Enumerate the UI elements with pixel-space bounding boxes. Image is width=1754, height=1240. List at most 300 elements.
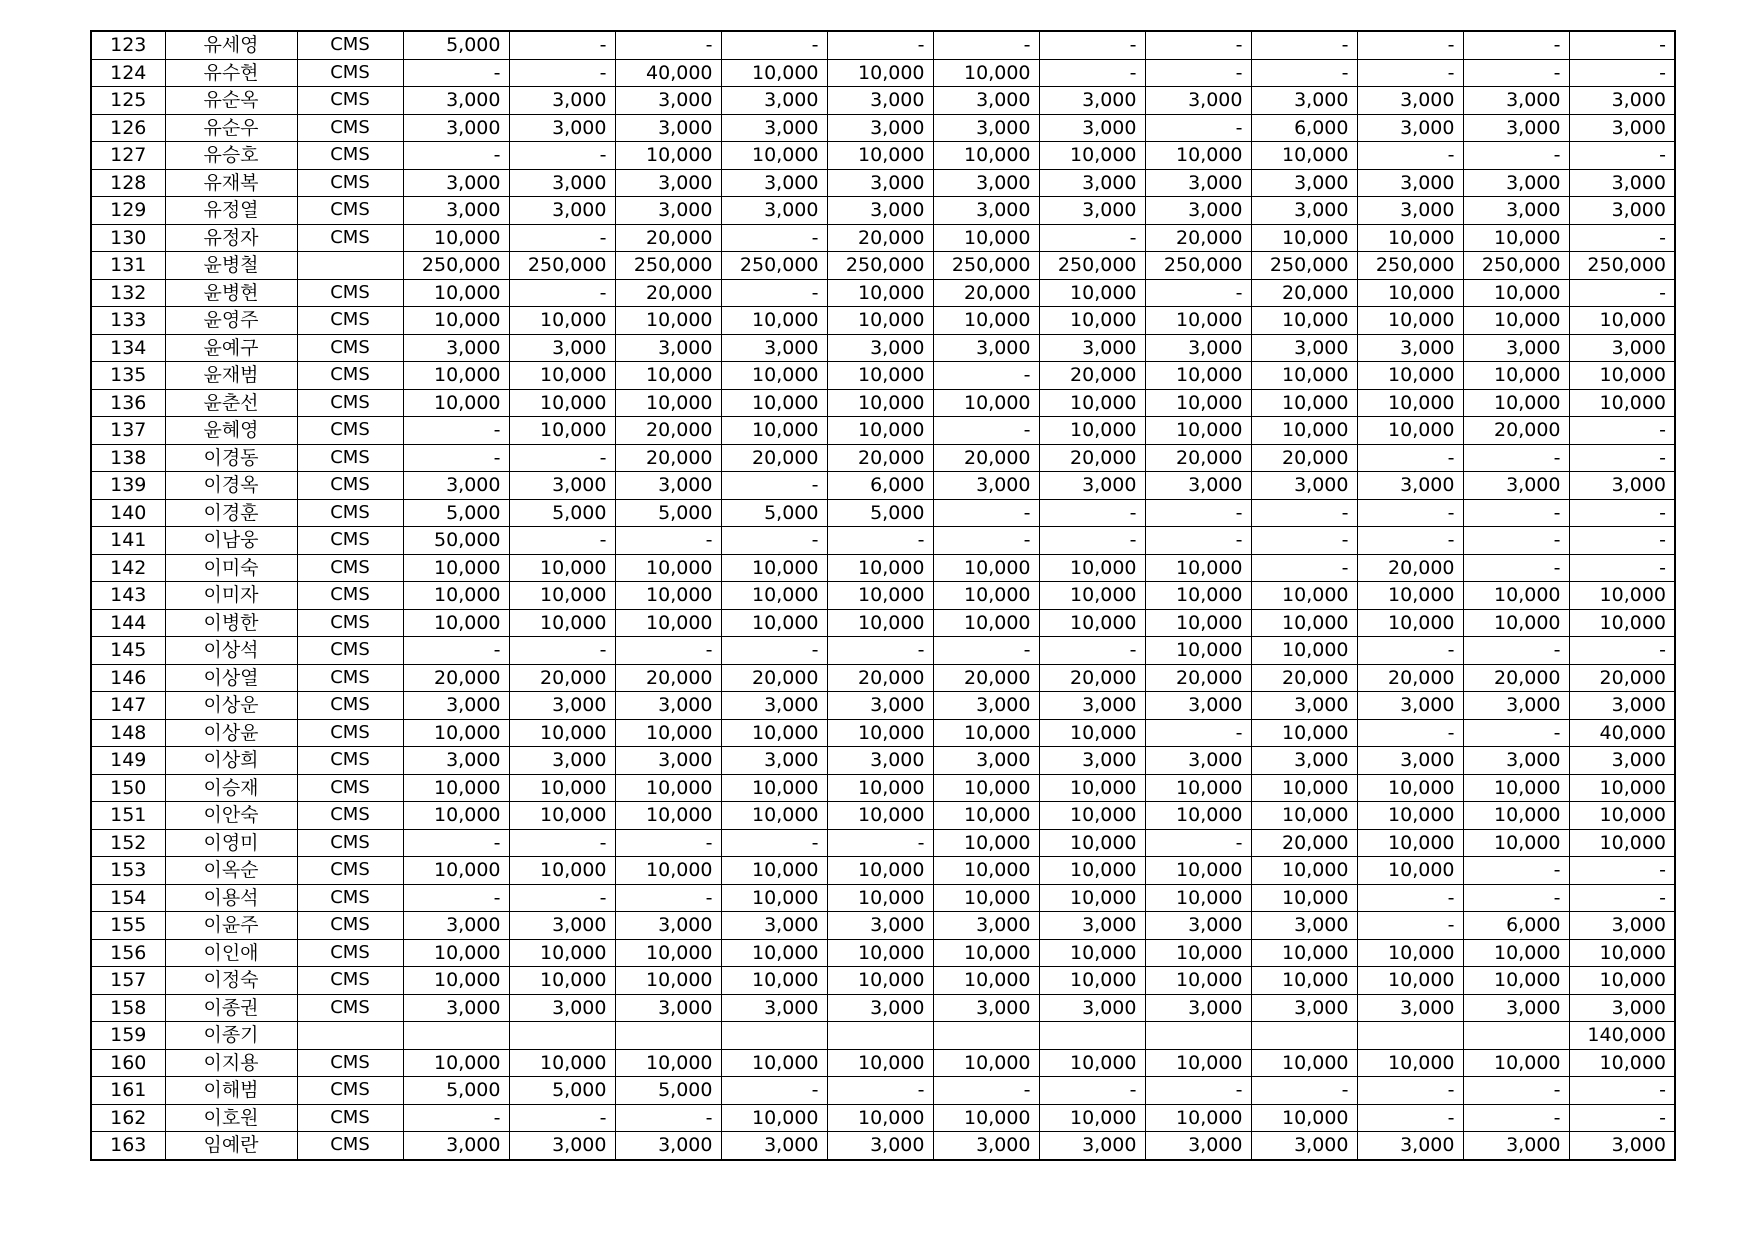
amount-cell: - <box>1357 912 1463 940</box>
amount-cell: 20,000 <box>1251 664 1357 692</box>
table-row <box>91 444 1675 472</box>
name-cell: 이해범 <box>165 1077 297 1105</box>
amount-cell: 3,000 <box>403 334 509 362</box>
amount-cell: 10,000 <box>1357 362 1463 390</box>
payment-method-cell: CMS <box>297 609 403 637</box>
amount-cell: - <box>721 1077 827 1105</box>
amount-cell: - <box>1357 1104 1463 1132</box>
amount-cell: 3,000 <box>827 197 933 225</box>
amount-cell: 250,000 <box>827 252 933 280</box>
payment-method-cell: CMS <box>297 719 403 747</box>
row-number-cell: 160 <box>91 1049 165 1077</box>
row-number-cell: 126 <box>91 114 165 142</box>
amount-cell: 3,000 <box>615 197 721 225</box>
amount-cell: 3,000 <box>509 169 615 197</box>
row-number-cell: 129 <box>91 197 165 225</box>
amount-cell: - <box>1569 444 1675 472</box>
amount-cell: 10,000 <box>1039 609 1145 637</box>
row-number-cell: 148 <box>91 719 165 747</box>
amount-cell: 10,000 <box>1145 582 1251 610</box>
amount-cell: 10,000 <box>933 142 1039 170</box>
amount-cell: 10,000 <box>615 967 721 995</box>
amount-cell: 3,000 <box>1357 87 1463 115</box>
amount-cell: 3,000 <box>615 472 721 500</box>
amount-cell: - <box>1569 527 1675 555</box>
amount-cell: 10,000 <box>615 362 721 390</box>
amount-cell: 6,000 <box>1251 114 1357 142</box>
amount-cell: 10,000 <box>1357 307 1463 335</box>
payment-method-cell: CMS <box>297 692 403 720</box>
amount-cell: 3,000 <box>721 692 827 720</box>
amount-cell: 10,000 <box>509 307 615 335</box>
name-cell: 이종기 <box>165 1022 297 1050</box>
row-number-cell: 145 <box>91 637 165 665</box>
table-row <box>91 664 1675 692</box>
amount-cell: 10,000 <box>509 582 615 610</box>
amount-cell: 3,000 <box>615 994 721 1022</box>
amount-cell: - <box>403 59 509 87</box>
amount-cell: - <box>1569 224 1675 252</box>
row-number-cell: 134 <box>91 334 165 362</box>
amount-cell: 3,000 <box>1039 912 1145 940</box>
amount-cell: 3,000 <box>509 747 615 775</box>
name-cell: 윤병철 <box>165 252 297 280</box>
amount-cell: 10,000 <box>721 362 827 390</box>
amount-cell: 3,000 <box>1569 87 1675 115</box>
amount-cell: - <box>721 279 827 307</box>
amount-cell: 3,000 <box>615 87 721 115</box>
amount-cell: 10,000 <box>403 939 509 967</box>
amount-cell: 20,000 <box>1145 664 1251 692</box>
amount-cell: 10,000 <box>721 582 827 610</box>
amount-cell: 10,000 <box>1251 307 1357 335</box>
row-number-cell: 150 <box>91 774 165 802</box>
amount-cell: 10,000 <box>1463 582 1569 610</box>
amount-cell: 3,000 <box>1145 994 1251 1022</box>
amount-cell: 10,000 <box>827 307 933 335</box>
name-cell: 유정열 <box>165 197 297 225</box>
amount-cell: 3,000 <box>1357 994 1463 1022</box>
amount-cell: 20,000 <box>1569 664 1675 692</box>
row-number-cell: 127 <box>91 142 165 170</box>
amount-cell: 3,000 <box>403 472 509 500</box>
amount-cell: 3,000 <box>1145 692 1251 720</box>
amount-cell: 3,000 <box>509 197 615 225</box>
amount-cell: 10,000 <box>1251 389 1357 417</box>
amount-cell: 10,000 <box>403 362 509 390</box>
amount-cell: 10,000 <box>827 609 933 637</box>
amount-cell: - <box>509 31 615 59</box>
amount-cell: - <box>1251 59 1357 87</box>
table-row <box>91 1132 1675 1160</box>
amount-cell: 10,000 <box>1039 1104 1145 1132</box>
row-number-cell: 124 <box>91 59 165 87</box>
amount-cell: 3,000 <box>403 87 509 115</box>
name-cell: 이옥순 <box>165 857 297 885</box>
table-row <box>91 472 1675 500</box>
amount-cell: 3,000 <box>1039 169 1145 197</box>
amount-cell: - <box>1357 884 1463 912</box>
name-cell: 임예란 <box>165 1132 297 1160</box>
amount-cell: 3,000 <box>933 472 1039 500</box>
amount-cell: 10,000 <box>1251 857 1357 885</box>
amount-cell: 20,000 <box>933 279 1039 307</box>
amount-cell: - <box>403 884 509 912</box>
amount-cell: 10,000 <box>1145 884 1251 912</box>
name-cell: 이경옥 <box>165 472 297 500</box>
payment-method-cell: CMS <box>297 499 403 527</box>
amount-cell: 3,000 <box>1463 87 1569 115</box>
amount-cell: 10,000 <box>1039 884 1145 912</box>
amount-cell: - <box>1039 499 1145 527</box>
amount-cell: 3,000 <box>509 994 615 1022</box>
amount-cell: - <box>1145 719 1251 747</box>
table-row <box>91 417 1675 445</box>
amount-cell: 10,000 <box>721 967 827 995</box>
amount-cell: - <box>1463 857 1569 885</box>
amount-cell: 10,000 <box>1251 142 1357 170</box>
amount-cell: 10,000 <box>1039 279 1145 307</box>
amount-cell: 5,000 <box>509 1077 615 1105</box>
amount-cell: 3,000 <box>1357 169 1463 197</box>
amount-cell: 10,000 <box>1251 802 1357 830</box>
amount-cell: - <box>1357 142 1463 170</box>
amount-cell <box>1357 1022 1463 1050</box>
name-cell: 이병한 <box>165 609 297 637</box>
amount-cell: - <box>933 637 1039 665</box>
amount-cell: 10,000 <box>933 59 1039 87</box>
amount-cell: 10,000 <box>509 417 615 445</box>
amount-cell: - <box>509 829 615 857</box>
name-cell: 유순우 <box>165 114 297 142</box>
amount-cell: - <box>1357 444 1463 472</box>
amount-cell: 20,000 <box>1357 664 1463 692</box>
amount-cell: 5,000 <box>403 1077 509 1105</box>
amount-cell: 20,000 <box>827 224 933 252</box>
amount-cell: - <box>1039 224 1145 252</box>
amount-cell: 10,000 <box>1145 389 1251 417</box>
table-row <box>91 31 1675 59</box>
amount-cell: 10,000 <box>933 857 1039 885</box>
amount-cell: 10,000 <box>827 362 933 390</box>
table-body <box>91 31 1675 1160</box>
amount-cell: 10,000 <box>1251 582 1357 610</box>
amount-cell: 10,000 <box>1039 389 1145 417</box>
amount-cell: 10,000 <box>1251 939 1357 967</box>
amount-cell: 10,000 <box>1569 802 1675 830</box>
table-row <box>91 59 1675 87</box>
amount-cell: 3,000 <box>403 994 509 1022</box>
row-number-cell: 141 <box>91 527 165 555</box>
amount-cell: - <box>403 829 509 857</box>
amount-cell: 3,000 <box>1357 114 1463 142</box>
name-cell: 유정자 <box>165 224 297 252</box>
amount-cell: - <box>1569 554 1675 582</box>
amount-cell: 3,000 <box>1357 197 1463 225</box>
amount-cell: 3,000 <box>1569 692 1675 720</box>
name-cell: 이용석 <box>165 884 297 912</box>
payment-method-cell: CMS <box>297 884 403 912</box>
amount-cell: - <box>509 637 615 665</box>
amount-cell: 10,000 <box>1569 967 1675 995</box>
payment-method-cell: CMS <box>297 664 403 692</box>
amount-cell: 20,000 <box>615 279 721 307</box>
amount-cell: - <box>509 59 615 87</box>
amount-cell: 3,000 <box>509 472 615 500</box>
amount-cell: 250,000 <box>1145 252 1251 280</box>
amount-cell: 3,000 <box>1357 1132 1463 1160</box>
amount-cell: 3,000 <box>1463 994 1569 1022</box>
amount-cell: 10,000 <box>1145 1104 1251 1132</box>
amount-cell: - <box>615 884 721 912</box>
table-row <box>91 527 1675 555</box>
amount-cell: 3,000 <box>1251 747 1357 775</box>
amount-cell: 10,000 <box>1145 939 1251 967</box>
amount-cell: 20,000 <box>721 664 827 692</box>
amount-cell: 3,000 <box>1251 994 1357 1022</box>
row-number-cell: 135 <box>91 362 165 390</box>
amount-cell: 10,000 <box>615 939 721 967</box>
amount-cell: - <box>827 829 933 857</box>
amount-cell: 3,000 <box>615 114 721 142</box>
amount-cell: 10,000 <box>1357 279 1463 307</box>
name-cell: 이상석 <box>165 637 297 665</box>
amount-cell: 250,000 <box>1463 252 1569 280</box>
amount-cell: 10,000 <box>509 554 615 582</box>
amount-cell: 3,000 <box>615 912 721 940</box>
amount-cell <box>1145 1022 1251 1050</box>
amount-cell: 10,000 <box>615 389 721 417</box>
row-number-cell: 162 <box>91 1104 165 1132</box>
amount-cell: 3,000 <box>1463 334 1569 362</box>
amount-cell: 20,000 <box>1357 554 1463 582</box>
amount-cell: 10,000 <box>1145 609 1251 637</box>
amount-cell: - <box>1463 719 1569 747</box>
table-row <box>91 87 1675 115</box>
payment-method-cell: CMS <box>297 582 403 610</box>
payment-method-cell: CMS <box>297 857 403 885</box>
amount-cell: 10,000 <box>721 307 827 335</box>
amount-cell: 20,000 <box>1145 224 1251 252</box>
amount-cell: 3,000 <box>933 169 1039 197</box>
amount-cell: 10,000 <box>721 857 827 885</box>
amount-cell: 3,000 <box>827 994 933 1022</box>
amount-cell: 20,000 <box>933 664 1039 692</box>
amount-cell: 10,000 <box>1039 417 1145 445</box>
amount-cell: 3,000 <box>1145 472 1251 500</box>
amount-cell: - <box>933 499 1039 527</box>
amount-cell: 3,000 <box>1145 169 1251 197</box>
amount-cell: 3,000 <box>1569 197 1675 225</box>
amount-cell: 10,000 <box>1039 582 1145 610</box>
amount-cell: 10,000 <box>615 609 721 637</box>
amount-cell: 10,000 <box>1039 939 1145 967</box>
amount-cell: 3,000 <box>1357 334 1463 362</box>
amount-cell: 3,000 <box>615 1132 721 1160</box>
amount-cell: - <box>1463 527 1569 555</box>
amount-cell: 3,000 <box>721 747 827 775</box>
amount-cell: 10,000 <box>1251 1104 1357 1132</box>
amount-cell: 3,000 <box>509 912 615 940</box>
amount-cell: 10,000 <box>827 582 933 610</box>
amount-cell: 3,000 <box>1569 472 1675 500</box>
amount-cell: 3,000 <box>1145 912 1251 940</box>
amount-cell: 3,000 <box>615 169 721 197</box>
amount-cell: - <box>827 31 933 59</box>
amount-cell: 10,000 <box>933 582 1039 610</box>
amount-cell: - <box>827 637 933 665</box>
amount-cell: - <box>933 31 1039 59</box>
amount-cell: - <box>1463 884 1569 912</box>
amount-cell: - <box>1463 1104 1569 1132</box>
payment-method-cell: CMS <box>297 747 403 775</box>
amount-cell: 10,000 <box>721 884 827 912</box>
table-row <box>91 719 1675 747</box>
table-row <box>91 334 1675 362</box>
name-cell: 유세영 <box>165 31 297 59</box>
row-number-cell: 137 <box>91 417 165 445</box>
amount-cell: 10,000 <box>1039 857 1145 885</box>
amount-cell: 3,000 <box>403 1132 509 1160</box>
amount-cell: 3,000 <box>1039 472 1145 500</box>
amount-cell: 10,000 <box>403 967 509 995</box>
name-cell: 이승재 <box>165 774 297 802</box>
row-number-cell: 155 <box>91 912 165 940</box>
amount-cell: 3,000 <box>1569 114 1675 142</box>
table-row <box>91 994 1675 1022</box>
amount-cell: 10,000 <box>1251 417 1357 445</box>
amount-cell: 3,000 <box>933 747 1039 775</box>
amount-cell: - <box>403 444 509 472</box>
amount-cell: 250,000 <box>509 252 615 280</box>
name-cell: 이정숙 <box>165 967 297 995</box>
amount-cell: - <box>1357 719 1463 747</box>
amount-cell: 10,000 <box>615 774 721 802</box>
amount-cell: 3,000 <box>1251 334 1357 362</box>
amount-cell: 10,000 <box>933 1104 1039 1132</box>
name-cell: 이남웅 <box>165 527 297 555</box>
row-number-cell: 138 <box>91 444 165 472</box>
table-row <box>91 829 1675 857</box>
amount-cell: 20,000 <box>1251 829 1357 857</box>
amount-cell: 10,000 <box>721 802 827 830</box>
amount-cell: 250,000 <box>1357 252 1463 280</box>
amount-cell: 20,000 <box>1463 417 1569 445</box>
name-cell: 이인애 <box>165 939 297 967</box>
amount-cell: - <box>509 142 615 170</box>
table-row <box>91 939 1675 967</box>
amount-cell: 10,000 <box>827 939 933 967</box>
amount-cell: 10,000 <box>933 389 1039 417</box>
amount-cell: 10,000 <box>721 939 827 967</box>
amount-cell: 10,000 <box>721 774 827 802</box>
amount-cell: - <box>721 637 827 665</box>
amount-cell: 20,000 <box>1145 444 1251 472</box>
amount-cell: - <box>509 279 615 307</box>
row-number-cell: 130 <box>91 224 165 252</box>
amount-cell: 10,000 <box>615 719 721 747</box>
table-row <box>91 637 1675 665</box>
amount-cell: 10,000 <box>1039 554 1145 582</box>
amount-cell: 10,000 <box>1145 362 1251 390</box>
amount-cell: 3,000 <box>721 169 827 197</box>
amount-cell: 10,000 <box>933 774 1039 802</box>
amount-cell: 10,000 <box>1463 774 1569 802</box>
amount-cell: 10,000 <box>509 389 615 417</box>
amount-cell: - <box>1145 279 1251 307</box>
amount-cell: 10,000 <box>403 802 509 830</box>
amount-cell: 3,000 <box>1039 692 1145 720</box>
amount-cell: 10,000 <box>1463 967 1569 995</box>
amount-cell: 3,000 <box>1569 169 1675 197</box>
name-cell: 이경훈 <box>165 499 297 527</box>
amount-cell: 10,000 <box>403 1049 509 1077</box>
amount-cell: - <box>1463 142 1569 170</box>
amount-cell: 10,000 <box>403 279 509 307</box>
amount-cell: 10,000 <box>1251 609 1357 637</box>
amount-cell: 20,000 <box>615 417 721 445</box>
amount-cell: 3,000 <box>721 1132 827 1160</box>
amount-cell: 140,000 <box>1569 1022 1675 1050</box>
payment-method-cell: CMS <box>297 444 403 472</box>
amount-cell: 10,000 <box>1251 224 1357 252</box>
amount-cell: 3,000 <box>933 87 1039 115</box>
amount-cell: 10,000 <box>403 719 509 747</box>
amount-cell: 10,000 <box>933 802 1039 830</box>
amount-cell: 10,000 <box>721 389 827 417</box>
amount-cell: 10,000 <box>827 774 933 802</box>
amount-cell: 10,000 <box>509 1049 615 1077</box>
amount-cell: 10,000 <box>1357 829 1463 857</box>
amount-cell: 3,000 <box>1251 197 1357 225</box>
amount-cell: 3,000 <box>509 1132 615 1160</box>
amount-cell: 3,000 <box>403 912 509 940</box>
table-row <box>91 1077 1675 1105</box>
amount-cell: 10,000 <box>1145 554 1251 582</box>
table-row <box>91 114 1675 142</box>
amount-cell: - <box>615 637 721 665</box>
amount-cell: - <box>1569 59 1675 87</box>
amount-cell: 10,000 <box>1463 1049 1569 1077</box>
amount-cell: - <box>1463 499 1569 527</box>
table-row <box>91 582 1675 610</box>
donation-table <box>90 30 1676 1161</box>
amount-cell: 3,000 <box>827 912 933 940</box>
payment-method-cell: CMS <box>297 279 403 307</box>
amount-cell: - <box>1357 527 1463 555</box>
name-cell: 이지용 <box>165 1049 297 1077</box>
amount-cell: - <box>1357 59 1463 87</box>
amount-cell: 20,000 <box>615 444 721 472</box>
amount-cell: 6,000 <box>827 472 933 500</box>
amount-cell: 3,000 <box>1569 912 1675 940</box>
amount-cell: 40,000 <box>615 59 721 87</box>
amount-cell: 3,000 <box>1039 1132 1145 1160</box>
row-number-cell: 153 <box>91 857 165 885</box>
amount-cell: 10,000 <box>827 554 933 582</box>
amount-cell: 10,000 <box>1463 279 1569 307</box>
name-cell: 유순옥 <box>165 87 297 115</box>
amount-cell: - <box>1039 527 1145 555</box>
amount-cell: 10,000 <box>1569 307 1675 335</box>
table-row <box>91 307 1675 335</box>
name-cell: 윤춘선 <box>165 389 297 417</box>
table-row <box>91 389 1675 417</box>
amount-cell <box>827 1022 933 1050</box>
amount-cell: 10,000 <box>721 719 827 747</box>
name-cell: 이경동 <box>165 444 297 472</box>
amount-cell: 5,000 <box>403 499 509 527</box>
